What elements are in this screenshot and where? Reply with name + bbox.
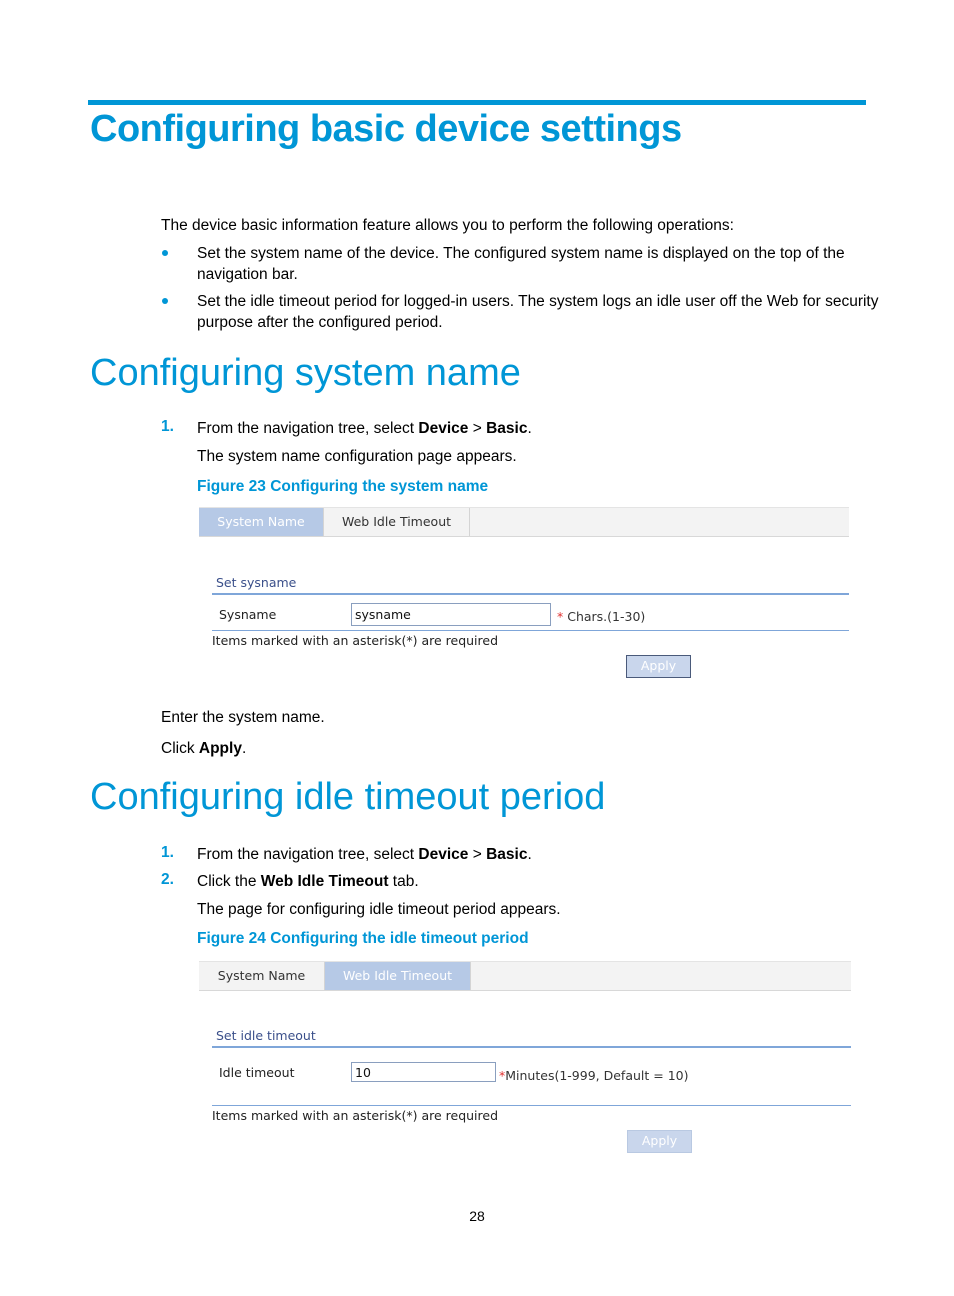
page-number: 28 — [469, 1208, 485, 1224]
section-title: Set sysname — [216, 575, 297, 590]
step-number: 2. — [161, 871, 174, 888]
sysname-label: Sysname — [219, 607, 277, 622]
sysname-hint: * Chars.(1-30) — [557, 609, 646, 624]
bullet-icon — [162, 298, 168, 304]
bullet-2-line-1: Set the idle timeout period for logged-in users. The system logs an idle user off the Web for security — [197, 293, 879, 310]
divider — [212, 630, 849, 631]
bullet-icon — [162, 250, 168, 256]
figure-23-caption: Figure 23 Configuring the system name — [197, 478, 489, 495]
intro-paragraph: The device basic information feature allows you to perform the following operations: — [161, 217, 734, 234]
figure-24-caption: Figure 24 Configuring the idle timeout period — [197, 930, 529, 947]
required-note: Items marked with an asterisk(*) are required — [212, 1108, 499, 1123]
idle-timeout-hint: *Minutes(1-999, Default = 10) — [499, 1068, 689, 1083]
step-2-result: The page for configuring idle timeout period appears. — [197, 901, 561, 918]
bullet-1-line-1: Set the system name of the device. The configured system name is displayed on the top of the — [197, 245, 845, 262]
idle-timeout-input[interactable]: 10 — [351, 1062, 496, 1082]
step-1-text: From the navigation tree, select Device > Basic. — [197, 420, 532, 437]
idle-timeout-label: Idle timeout — [219, 1065, 295, 1080]
required-note: Items marked with an asterisk(*) are required — [212, 633, 499, 648]
instruction-enter-name: Enter the system name. — [161, 709, 325, 726]
tab-bar — [199, 507, 849, 537]
tab-web-idle-timeout[interactable]: Web Idle Timeout — [324, 508, 470, 536]
tab-system-name[interactable]: System Name — [199, 508, 324, 536]
apply-button[interactable]: Apply — [627, 1130, 692, 1153]
bullet-2-line-2: purpose after the configured period. — [197, 314, 443, 331]
tab-system-name[interactable]: System Name — [199, 962, 325, 990]
section-heading-system-name: Configuring system name — [90, 352, 521, 394]
step-1-text: From the navigation tree, select Device > Basic. — [197, 846, 532, 863]
sysname-input[interactable]: sysname — [351, 603, 551, 626]
step-number: 1. — [161, 844, 174, 861]
divider — [212, 1105, 851, 1106]
step-number: 1. — [161, 418, 174, 435]
tab-bar — [199, 961, 851, 991]
section-heading-idle-timeout: Configuring idle timeout period — [90, 776, 606, 818]
bullet-1-line-2: navigation bar. — [197, 266, 298, 283]
step-2-text: Click the Web Idle Timeout tab. — [197, 873, 419, 890]
apply-button[interactable]: Apply — [626, 655, 691, 678]
chapter-title: Configuring basic device settings — [90, 108, 682, 150]
section-title: Set idle timeout — [216, 1028, 316, 1043]
step-1-result: The system name configuration page appears. — [197, 448, 517, 465]
instruction-click-apply: Click Apply. — [161, 740, 247, 757]
tab-web-idle-timeout[interactable]: Web Idle Timeout — [325, 962, 471, 990]
divider — [212, 1046, 851, 1048]
divider — [212, 593, 849, 595]
chapter-rule — [88, 100, 866, 105]
